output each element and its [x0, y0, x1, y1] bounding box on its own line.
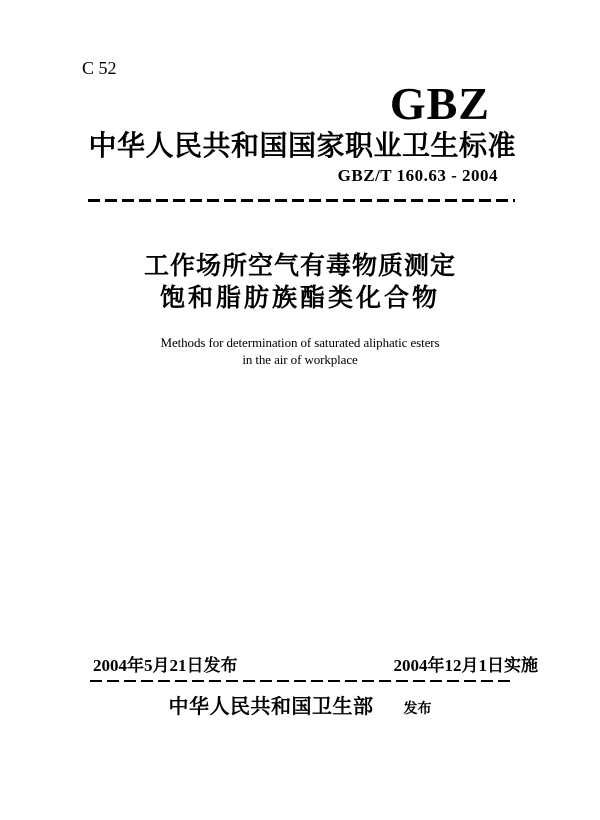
issue-date: 2004年5月21日发布 — [93, 656, 238, 675]
document-title-cn — [0, 250, 600, 314]
implementation-date: 2004年12月1日实施 — [393, 656, 538, 675]
standard-category-title: 中华人民共和国国家职业卫生标准 — [88, 130, 516, 161]
document-title-cn-line1: 工作场所空气有毒物质测定 — [143, 252, 456, 280]
standard-logo-gbz: GBZ — [389, 78, 490, 129]
standard-number: GBZ/T 160.63 - 2004 — [337, 166, 498, 185]
document-title-en-line2: in the air of workplace — [242, 352, 358, 367]
document-title-en — [0, 334, 600, 368]
issue-verb-label: 发布 — [403, 700, 432, 716]
issuing-authority: 中华人民共和国卫生部 — [168, 696, 374, 718]
document-title-en-line1: Methods for determination of saturated aliphatic esters — [160, 335, 440, 350]
separator-dashed-line-bottom — [90, 680, 510, 682]
document-title-cn-line2: 饱和脂肪族酯类化合物 — [159, 284, 440, 312]
separator-dashed-line-top — [88, 199, 515, 202]
standard-header — [88, 80, 516, 188]
issuer-row — [0, 690, 600, 719]
dates-row — [93, 651, 538, 676]
classification-code: C 52 — [82, 58, 117, 78]
